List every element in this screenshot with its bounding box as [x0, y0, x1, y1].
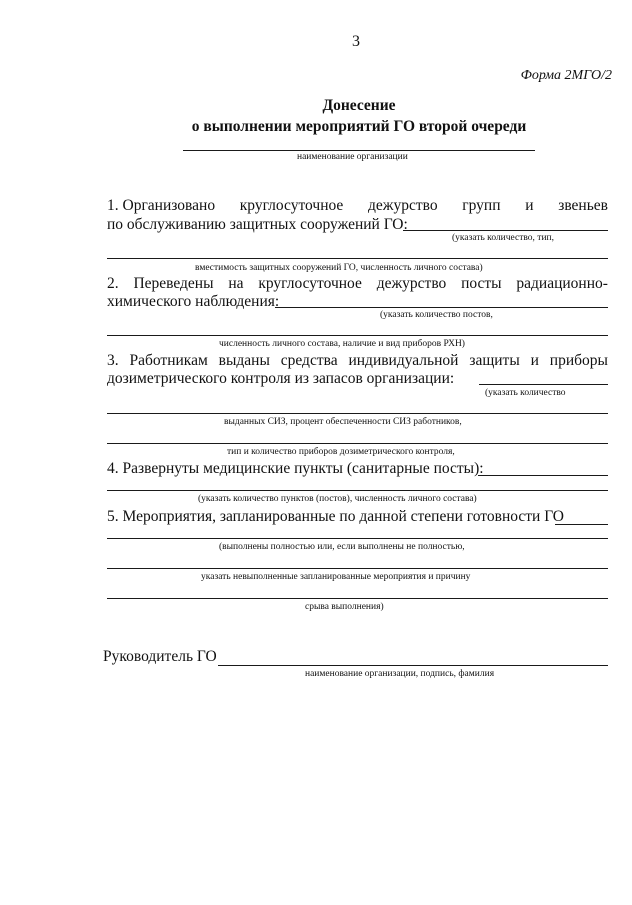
item5-line1: 5. Мероприятия, запланированные по данной степени готовности ГО	[107, 508, 564, 525]
page-number: 3	[352, 33, 360, 50]
item1-word: групп	[462, 197, 501, 214]
item5-hint3: срыва выполнения)	[305, 602, 384, 612]
item3-word: приборы	[549, 352, 608, 369]
item1-word: и	[525, 197, 534, 214]
item3-hint1: (указать количество	[485, 388, 566, 398]
item2-word: на	[228, 275, 244, 292]
item4-line1: 4. Развернуты медицинские пункты (санитарные посты):	[107, 460, 484, 477]
org-name-caption: наименование организации	[297, 152, 408, 162]
item5-hint2: указать невыполненные запланированные мероприятия и причину	[201, 572, 471, 582]
item2-fill-line-1[interactable]	[275, 307, 608, 308]
item4-hint1: (указать количество пунктов (постов), численность личного состава)	[198, 494, 477, 504]
item2-word: дежурство	[376, 275, 447, 292]
item2-word: Переведены	[133, 275, 214, 292]
signature-label: Руководитель ГО	[103, 648, 217, 665]
item5-fill-line-2[interactable]	[107, 538, 608, 539]
item3-fill-line-1[interactable]	[479, 384, 608, 385]
item4-fill-line-1[interactable]	[478, 475, 608, 476]
item2-fill-line-2[interactable]	[107, 335, 608, 336]
item1-hint2: вместимость защитных сооружений ГО, численность личного состава)	[195, 263, 483, 273]
item1-fill-line-1[interactable]	[403, 230, 608, 231]
item3-line2: дозиметрического контроля из запасов организации:	[107, 370, 455, 387]
item3-hint3: тип и количество приборов дозиметрического контроля,	[227, 447, 455, 457]
item3-word: 3.	[107, 352, 119, 369]
item3-fill-line-2[interactable]	[107, 413, 608, 414]
item5-fill-line-1[interactable]	[555, 524, 608, 525]
item1-line2: по обслуживанию защитных сооружений ГО:	[107, 216, 408, 233]
item3-line1	[107, 352, 608, 370]
document-title: Донесение	[322, 97, 396, 114]
item3-word: и	[530, 352, 539, 369]
item1-fill-line-2[interactable]	[107, 258, 608, 259]
item3-hint2: выданных СИЗ, процент обеспеченности СИЗ работников,	[224, 417, 462, 427]
item1-word: круглосуточное	[239, 197, 344, 214]
item1-line1	[107, 197, 608, 215]
item2-hint1: (указать количество постов,	[380, 310, 493, 320]
signature-caption: наименование организации, подпись, фамилия	[305, 669, 495, 679]
item3-word: Работникам	[129, 352, 208, 369]
document-subtitle: о выполнении мероприятий ГО второй очереди	[191, 118, 527, 135]
item2-line2: химического наблюдения:	[107, 293, 280, 310]
item5-fill-line-4[interactable]	[107, 598, 608, 599]
item2-word: радиационно-	[516, 275, 608, 292]
item2-line1	[107, 275, 608, 293]
item2-word: 2.	[107, 275, 119, 292]
item3-word: защиты	[469, 352, 520, 369]
item1-hint1: (указать количество, тип,	[452, 233, 554, 243]
item2-hint2: численность личного состава, наличие и вид приборов РХН)	[219, 339, 465, 349]
item1-word: 1. Организовано	[107, 197, 216, 214]
item5-hint1: (выполнены полностью или, если выполнены не полностью,	[219, 542, 465, 552]
item3-word: индивидуальной	[348, 352, 459, 369]
item3-word: выданы	[218, 352, 270, 369]
item5-fill-line-3[interactable]	[107, 568, 608, 569]
item4-fill-line-2[interactable]	[107, 490, 608, 491]
item3-fill-line-3[interactable]	[107, 443, 608, 444]
signature-line[interactable]	[218, 665, 608, 666]
item3-word: средства	[280, 352, 338, 369]
item2-word: круглосуточное	[258, 275, 362, 292]
item1-word: звеньев	[558, 197, 608, 214]
form-code: Форма 2МГО/2	[520, 68, 612, 83]
item1-word: дежурство	[368, 197, 438, 214]
org-name-line[interactable]	[183, 150, 535, 151]
item2-word: посты	[461, 275, 502, 292]
